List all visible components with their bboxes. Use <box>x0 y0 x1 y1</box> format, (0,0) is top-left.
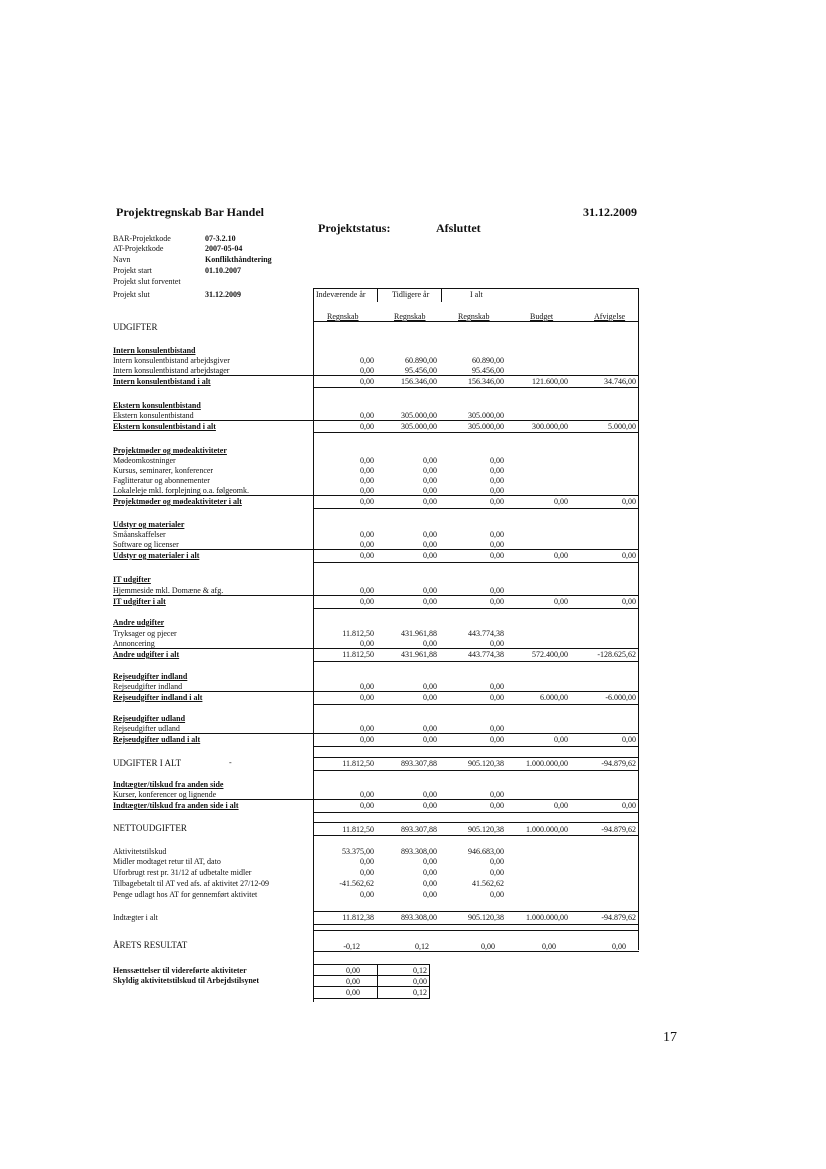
section-title: Andre udgifter <box>113 618 165 627</box>
cell-total: 946.683,00 <box>468 847 504 856</box>
info-value: Konflikthåndtering <box>205 255 272 264</box>
result-previous-years: 0,12 <box>415 942 429 951</box>
cell-previous-years: 893.308,00 <box>401 847 437 856</box>
column-divider <box>441 288 442 302</box>
total-previous-years: 0,00 <box>423 735 437 744</box>
grand-total-rule <box>313 911 639 912</box>
total-current-year: 0,00 <box>360 735 374 744</box>
total-current-year: 11.812,50 <box>342 650 374 659</box>
total-rule <box>313 812 639 813</box>
table-top-rule <box>313 288 639 289</box>
footer-box-rule <box>313 998 429 999</box>
total-previous-years: 431.961,88 <box>401 650 437 659</box>
cell-current-year: 11.812,50 <box>342 629 374 638</box>
info-label: Navn <box>113 255 131 264</box>
column-subheader: Afvigelse <box>594 312 626 321</box>
row-label: Tryksager og pjecer <box>113 629 177 638</box>
info-value: 2007-05-04 <box>205 244 243 253</box>
total-previous-years: 0,00 <box>423 497 437 506</box>
footer-cell: 0,00 <box>413 977 427 986</box>
table-left-rule <box>313 288 314 1002</box>
total-previous-years: 156.346,00 <box>401 377 437 386</box>
result-variance: 0,00 <box>612 942 626 951</box>
total-variance: 34.746,00 <box>604 377 636 386</box>
cell-previous-years: 0,00 <box>423 466 437 475</box>
footer-box-rule <box>313 986 429 987</box>
result-budget: 0,00 <box>542 942 556 951</box>
cell-current-year: -41.562,62 <box>339 879 374 888</box>
subtotal-rule <box>113 733 639 734</box>
total-variance: 0,00 <box>622 735 636 744</box>
cell-total: 0,00 <box>490 682 504 691</box>
footer-box-rule <box>429 964 430 999</box>
total-budget: 0,00 <box>554 497 568 506</box>
total-all: 905.120,38 <box>468 759 504 768</box>
total-all: 305.000,00 <box>468 422 504 431</box>
row-label: Software og licenser <box>113 540 179 549</box>
document-title: Projektregnskab Bar Handel <box>116 205 265 219</box>
cell-current-year: 0,00 <box>360 890 374 899</box>
cell-current-year: 53.375,00 <box>342 847 374 856</box>
cell-previous-years: 0,00 <box>423 486 437 495</box>
cell-previous-years: 431.961,88 <box>401 629 437 638</box>
column-header: I alt <box>470 290 483 299</box>
grand-total-rule <box>313 757 639 758</box>
total-current-year: 11.812,50 <box>342 825 374 834</box>
cell-total: 0,00 <box>490 724 504 733</box>
section-title: Udstyr og materialer <box>113 520 185 529</box>
section-title: Rejseudgifter indland <box>113 672 188 681</box>
row-label: Annoncering <box>113 639 155 648</box>
section-title: Indtægter/tilskud fra anden side <box>113 780 224 789</box>
cell-total: 0,00 <box>490 586 504 595</box>
total-current-year: 0,00 <box>360 693 374 702</box>
section-heading-udgifter: UDGIFTER <box>113 322 158 332</box>
cell-current-year: 0,00 <box>360 682 374 691</box>
total-all: 0,00 <box>490 693 504 702</box>
total-all: 905.120,38 <box>468 825 504 834</box>
total-variance: -94.879,62 <box>601 825 636 834</box>
section-title: Ekstern konsulentbistand <box>113 401 201 410</box>
info-label: Projekt slut <box>113 290 150 299</box>
cell-current-year: 0,00 <box>360 486 374 495</box>
row-label: Rejseudgifter indland <box>113 682 183 691</box>
total-variance: 0,00 <box>622 551 636 560</box>
cell-previous-years: 0,00 <box>423 530 437 539</box>
total-previous-years: 893.307,88 <box>401 825 437 834</box>
cell-previous-years: 0,00 <box>423 476 437 485</box>
cell-total: 0,00 <box>490 639 504 648</box>
column-divider <box>377 288 378 302</box>
row-label: Hjemmeside mkl. Domæne & afg. <box>113 586 224 595</box>
cell-total: 0,00 <box>490 868 504 877</box>
info-label: Projekt start <box>113 266 152 275</box>
section-total-label: Udstyr og materialer i alt <box>113 551 200 560</box>
total-budget: 1.000.000,00 <box>526 825 568 834</box>
cell-previous-years: 0,00 <box>423 682 437 691</box>
total-budget: 0,00 <box>554 597 568 606</box>
total-previous-years: 0,00 <box>423 693 437 702</box>
column-subheader: Regnskab <box>327 312 359 321</box>
cell-current-year: 0,00 <box>360 857 374 866</box>
cell-previous-years: 0,00 <box>423 890 437 899</box>
cell-previous-years: 0,00 <box>423 790 437 799</box>
total-variance: 0,00 <box>622 597 636 606</box>
cell-previous-years: 0,00 <box>423 586 437 595</box>
cell-total: 41.562,62 <box>472 879 504 888</box>
total-budget: 0,00 <box>554 551 568 560</box>
section-total-label: Ekstern konsulentbistand i alt <box>113 422 216 431</box>
header-rule <box>313 321 639 322</box>
cell-current-year: 0,00 <box>360 356 374 365</box>
netto-label: NETTOUDGIFTER <box>113 823 187 833</box>
cell-current-year: 0,00 <box>360 456 374 465</box>
cell-total: 0,00 <box>490 530 504 539</box>
section-total-label: Rejseudgifter udland i alt <box>113 735 201 744</box>
cell-current-year: 0,00 <box>360 466 374 475</box>
footer-cell: 0,12 <box>413 988 427 997</box>
section-title: Projektmøder og mødeaktiviteter <box>113 446 227 455</box>
footer-box-rule <box>313 964 429 965</box>
row-label: Småanskaffelser <box>113 530 166 539</box>
grand-total-rule <box>313 835 639 836</box>
total-current-year: 0,00 <box>360 597 374 606</box>
cell-total: 0,00 <box>490 456 504 465</box>
cell-previous-years: 0,00 <box>423 540 437 549</box>
total-previous-years: 0,00 <box>423 801 437 810</box>
cell-total: 95.456,00 <box>472 366 504 375</box>
page-number: 17 <box>663 1030 677 1045</box>
cell-total: 0,00 <box>490 466 504 475</box>
cell-total: 0,00 <box>490 890 504 899</box>
grand-total-rule <box>313 930 639 931</box>
total-budget: 0,00 <box>554 735 568 744</box>
total-all: 905.120,38 <box>468 913 504 922</box>
total-current-year: 0,00 <box>360 551 374 560</box>
total-previous-years: 0,00 <box>423 597 437 606</box>
footer-cell: 0,00 <box>346 966 360 975</box>
cell-current-year: 0,00 <box>360 366 374 375</box>
total-rule <box>313 608 639 609</box>
section-total-label: Rejseudgifter indland i alt <box>113 693 203 702</box>
subtotal-rule <box>113 420 639 421</box>
total-previous-years: 0,00 <box>423 551 437 560</box>
row-label: Ekstern konsulentbistand <box>113 411 194 420</box>
row-label: Penge udlagt hos AT for gennemført aktivitet <box>113 890 258 899</box>
cell-total: 443.774,38 <box>468 629 504 638</box>
info-value: 01.10.2007 <box>205 266 241 275</box>
cell-previous-years: 0,00 <box>423 868 437 877</box>
cell-previous-years: 60.890,00 <box>405 356 437 365</box>
section-total-label: Andre udgifter i alt <box>113 650 180 659</box>
cell-current-year: 0,00 <box>360 724 374 733</box>
row-label: Kurser, konferencer og lignende <box>113 790 217 799</box>
column-subheader: Regnskab <box>458 312 490 321</box>
grand-total-rule <box>313 770 639 771</box>
row-label: Uforbrugt rest pr. 31/12 af udbetalte midler <box>113 868 252 877</box>
total-all: 156.346,00 <box>468 377 504 386</box>
row-label: Intern konsulentbistand arbejdsgiver <box>113 356 230 365</box>
total-variance: 0,00 <box>622 801 636 810</box>
footer-box-rule <box>313 975 429 976</box>
info-label: Projekt slut forventet <box>113 277 181 286</box>
subtotal-rule <box>113 495 639 496</box>
total-current-year: 11.812,50 <box>342 759 374 768</box>
row-label: Rejseudgifter udland <box>113 724 180 733</box>
column-subheader: Regnskab <box>394 312 426 321</box>
total-budget: 572.400,00 <box>532 650 568 659</box>
result-label: ÅRETS RESULTAT <box>113 940 188 950</box>
row-label: Indtægter i alt <box>113 913 158 922</box>
subtotal-rule <box>113 691 639 692</box>
footer-cell: 0,00 <box>346 988 360 997</box>
total-variance: -94.879,62 <box>601 913 636 922</box>
row-label: Faglitteratur og abonnementer <box>113 476 210 485</box>
cell-previous-years: 0,00 <box>423 857 437 866</box>
subtotal-rule <box>113 595 639 596</box>
total-rule <box>313 387 639 388</box>
total-variance: 5.000,00 <box>608 422 636 431</box>
cell-previous-years: 0,00 <box>423 724 437 733</box>
cell-current-year: 0,00 <box>360 540 374 549</box>
total-budget: 1.000.000,00 <box>526 913 568 922</box>
row-label: Kursus, seminarer, konferencer <box>113 466 214 475</box>
total-budget: 6.000,00 <box>540 693 568 702</box>
cell-total: 305.000,00 <box>468 411 504 420</box>
subtotal-rule <box>113 375 639 376</box>
total-previous-years: 305.000,00 <box>401 422 437 431</box>
section-total-label: IT udgifter i alt <box>113 597 166 606</box>
total-current-year: 0,00 <box>360 801 374 810</box>
grand-total-rule <box>313 924 639 925</box>
footer-cell: 0,00 <box>346 977 360 986</box>
row-label: Intern konsulentbistand arbejdstager <box>113 366 230 375</box>
total-budget: 300.000,00 <box>532 422 568 431</box>
total-rule <box>313 508 639 509</box>
total-rule <box>313 746 639 747</box>
cell-total: 0,00 <box>490 790 504 799</box>
total-rule <box>313 432 639 433</box>
footer-cell: 0,12 <box>413 966 427 975</box>
info-value: 07-3.2.10 <box>205 234 236 243</box>
footer-label: Henssættelser til videreførte aktiviteter <box>113 966 247 975</box>
total-budget: 1.000.000,00 <box>526 759 568 768</box>
total-previous-years: 893.308,00 <box>401 913 437 922</box>
total-all: 0,00 <box>490 597 504 606</box>
status-label: Projektstatus: <box>318 221 391 235</box>
result-rule <box>313 951 639 952</box>
column-header: Indeværende år <box>316 290 366 299</box>
cell-current-year: 0,00 <box>360 530 374 539</box>
total-all: 0,00 <box>490 801 504 810</box>
section-total-label: Projektmøder og mødeaktiviteter i alt <box>113 497 242 506</box>
row-label: Mødeomkostninger <box>113 456 176 465</box>
result-total: 0,00 <box>481 942 495 951</box>
cell-previous-years: 305.000,00 <box>401 411 437 420</box>
total-current-year: 0,00 <box>360 377 374 386</box>
total-rule <box>313 661 639 662</box>
section-total-label: Intern konsulentbistand i alt <box>113 377 211 386</box>
grand-total-rule <box>313 822 639 823</box>
total-variance: -128.625,62 <box>597 650 636 659</box>
subtotal-rule <box>113 799 639 800</box>
status-value: Afsluttet <box>436 221 481 235</box>
cell-current-year: 0,00 <box>360 868 374 877</box>
cell-current-year: 0,00 <box>360 411 374 420</box>
cell-current-year: 0,00 <box>360 790 374 799</box>
total-all: 0,00 <box>490 551 504 560</box>
section-title: Rejseudgifter udland <box>113 714 186 723</box>
total-variance: -6.000,00 <box>605 693 636 702</box>
info-label: AT-Projektkode <box>113 244 164 253</box>
grand-total-mark: - <box>229 758 232 767</box>
cell-total: 0,00 <box>490 540 504 549</box>
grand-total-label: UDGIFTER I ALT <box>113 758 182 768</box>
cell-previous-years: 0,00 <box>423 456 437 465</box>
cell-current-year: 0,00 <box>360 476 374 485</box>
row-label: Aktivitetstilskud <box>113 847 167 856</box>
total-all: 0,00 <box>490 497 504 506</box>
total-budget: 0,00 <box>554 801 568 810</box>
row-label: Midler modtaget retur til AT, dato <box>113 857 221 866</box>
info-label: BAR-Projektkode <box>113 234 171 243</box>
total-current-year: 0,00 <box>360 497 374 506</box>
cell-total: 0,00 <box>490 857 504 866</box>
total-budget: 121.600,00 <box>532 377 568 386</box>
cell-current-year: 0,00 <box>360 639 374 648</box>
section-title: IT udgifter <box>113 575 151 584</box>
cell-total: 0,00 <box>490 486 504 495</box>
cell-total: 0,00 <box>490 476 504 485</box>
cell-previous-years: 0,00 <box>423 879 437 888</box>
row-label: Lokaleleje mkl. forplejning o.a. følgeomk. <box>113 486 249 495</box>
total-previous-years: 893.307,88 <box>401 759 437 768</box>
document-date: 31.12.2009 <box>583 205 637 219</box>
subtotal-rule <box>113 549 639 550</box>
row-label: Tilbagebetalt til AT ved afs. af aktivitet 27/12-09 <box>113 879 269 888</box>
section-title: Intern konsulentbistand <box>113 346 196 355</box>
total-all: 0,00 <box>490 735 504 744</box>
result-current-year: -0,12 <box>343 942 360 951</box>
total-rule <box>313 704 639 705</box>
cell-previous-years: 95.456,00 <box>405 366 437 375</box>
cell-previous-years: 0,00 <box>423 639 437 648</box>
cell-current-year: 0,00 <box>360 586 374 595</box>
total-variance: -94.879,62 <box>601 759 636 768</box>
total-rule <box>313 562 639 563</box>
section-total-label: Indtægter/tilskud fra anden side i alt <box>113 801 239 810</box>
total-variance: 0,00 <box>622 497 636 506</box>
subtotal-rule <box>113 648 639 649</box>
cell-total: 60.890,00 <box>472 356 504 365</box>
footer-box-rule <box>377 964 378 999</box>
total-current-year: 11.812,38 <box>342 913 374 922</box>
column-header: Tidligere år <box>392 290 430 299</box>
footer-label: Skyldig aktivitetstilskud til Arbejdstilsynet <box>113 976 260 985</box>
total-current-year: 0,00 <box>360 422 374 431</box>
total-all: 443.774,38 <box>468 650 504 659</box>
column-subheader: Budget <box>530 312 554 321</box>
info-value: 31.12.2009 <box>205 290 241 299</box>
